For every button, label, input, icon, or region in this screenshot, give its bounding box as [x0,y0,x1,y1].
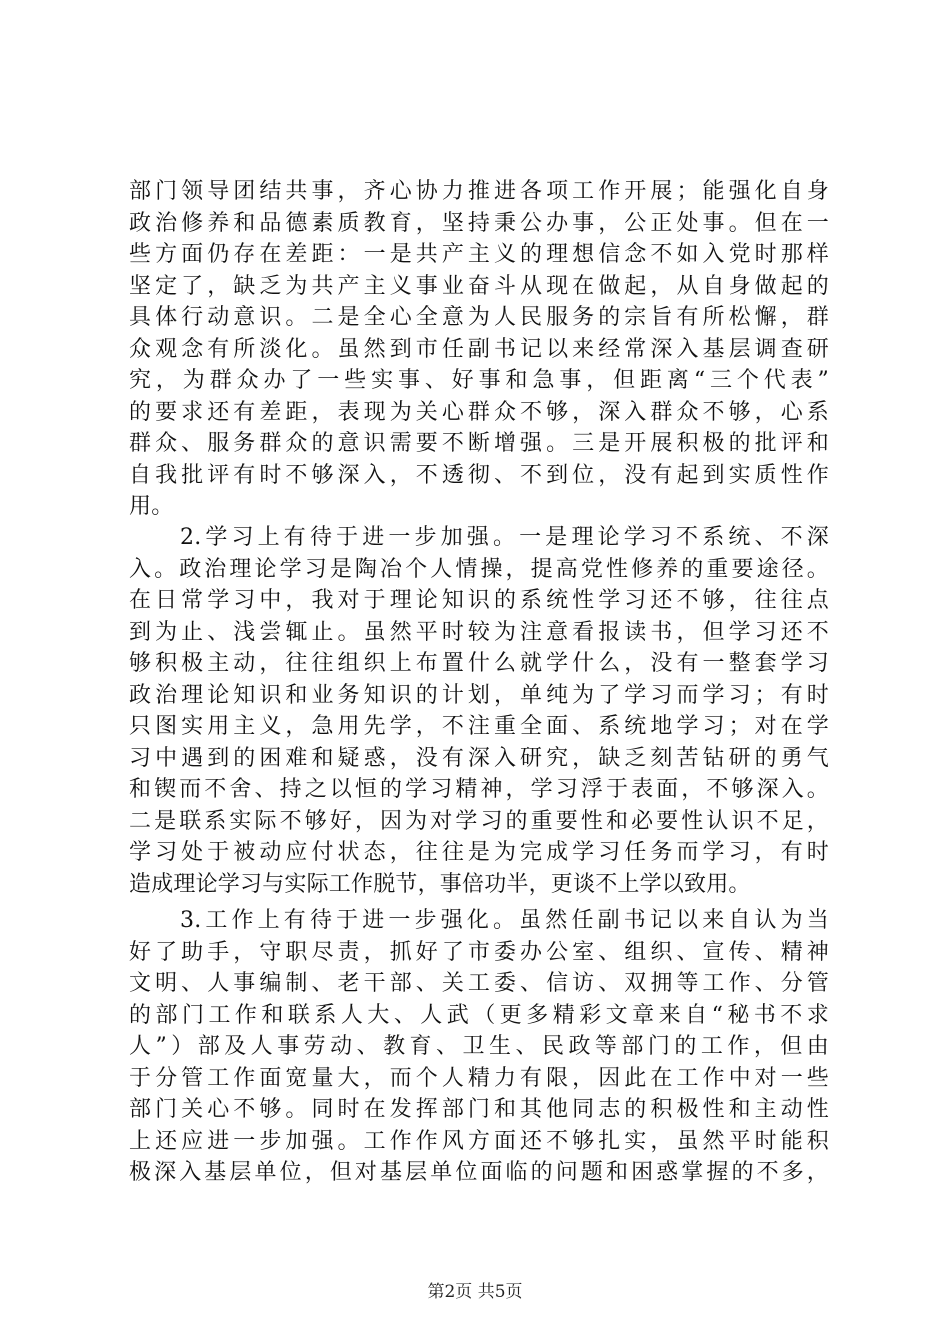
text-line: 究，为群众办了一些实事、好事和急事，但距离“三个代表” [129,368,829,393]
text-line: 政治修养和品德素质教育，坚持秉公办事，公正处事。但在一 [129,210,829,236]
text-line: 部门领导团结共事，齐心协力推进各项工作开展；能强化自身 [129,179,829,204]
text-line: 些方面仍存在差距：一是共产主义的理想信念不如入党时那样 [129,242,829,267]
text-line: 极深入基层单位，但对基层单位面临的问题和困惑掌握的不多， [129,1160,829,1185]
text-line: 二是联系实际不够好，因为对学习的重要性和必要性认识不足， [129,808,829,834]
text-line: 具体行动意识。二是全心全意为人民服务的宗旨有所松懈，群 [129,305,829,330]
paragraph-3 [129,905,829,1189]
text-line: 文明、人事编制、老干部、关工委、信访、双拥等工作、分管 [129,971,829,996]
page-number-footer: 第2页 共5页 [427,1282,523,1302]
text-line: 入。政治理论学习是陶冶个人情操，提高党性修养的重要途径。 [129,556,829,582]
text-line: 够积极主动，往往组织上布置什么就学什么，没有一整套学习 [129,651,829,676]
text-line: 用。 [129,494,174,519]
text-line: 习中遇到的困难和疑惑，没有深入研究，缺乏刻苦钻研的勇气 [129,745,829,771]
text-line: 人”）部及人事劳动、教育、卫生、民政等部门的工作，但由 [129,1034,829,1059]
paragraph-1 [129,176,829,523]
text-line: 的部门工作和联系人大、人武（更多精彩文章来自“秘书不求 [129,1002,829,1028]
text-line: 好了助手，守职尽责，抓好了市委办公室、组织、宣传、精神 [129,939,829,965]
text-line: 于分管工作面宽量大，而个人精力有限，因此在工作中对一些 [129,1065,829,1091]
text-line: 政治理论知识和业务知识的计划，单纯为了学习而学习；有时 [129,682,829,708]
text-line: 学习处于被动应付状态，往往是为完成学习任务而学习，有时 [129,840,829,865]
text-line: 群众、服务群众的意识需要不断增强。三是开展积极的批评和 [129,431,829,456]
text-line: 上还应进一步加强。工作作风方面还不够扎实，虽然平时能积 [129,1128,829,1154]
paragraph-2 [129,522,829,900]
text-line: 众观念有所淡化。虽然到市任副书记以来经常深入基层调查研 [129,336,829,362]
text-line: 坚定了，缺乏为共产主义事业奋斗从现在做起，从自身做起的 [129,273,829,299]
text-line: 到为止、浅尝辄止。虽然平时较为注意看报读书，但学习还不 [129,619,829,645]
text-line: 和锲而不舍、持之以恒的学习精神，学习浮于表面，不够深入。 [129,777,829,802]
text-line: 在日常学习中，我对于理论知识的系统性学习还不够，往往点 [129,588,829,613]
text-line: 只图实用主义，急用先学，不注重全面、系统地学习；对在学 [129,714,829,739]
text-line: 部门关心不够。同时在发挥部门和其他同志的积极性和主动性 [129,1097,829,1122]
text-line: 的要求还有差距，表现为关心群众不够，深入群众不够，心系 [129,399,829,425]
text-line: 自我批评有时不够深入，不透彻、不到位，没有起到实质性作 [129,462,829,488]
text-line: 3.工作上有待于进一步强化。虽然任副书记以来自认为当 [180,908,829,933]
text-line: 2.学习上有待于进一步加强。一是理论学习不系统、不深 [180,525,829,550]
text-line: 造成理论学习与实际工作脱节，事倍功半，更谈不上学以致用。 [129,871,751,897]
